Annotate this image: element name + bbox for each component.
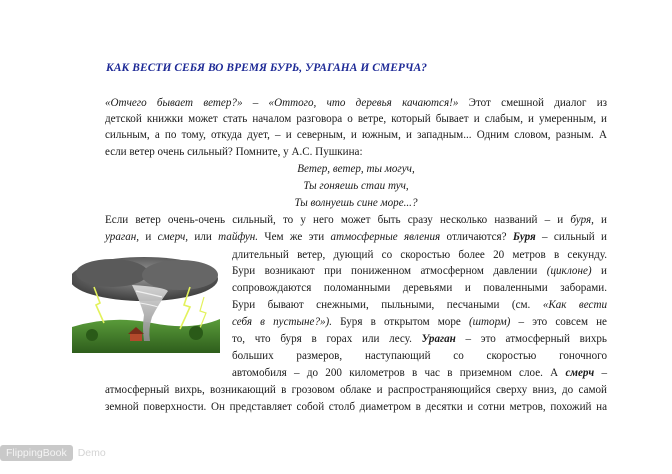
text-segment: Бури возникают при пониженном атмосферном давлении	[232, 265, 547, 277]
paragraph-line	[105, 401, 607, 414]
text-segment: Буря в открытом море	[332, 316, 469, 328]
text-segment: Бури бывают снежными, пыльными, песчаными (см.	[232, 299, 543, 311]
watermark-brand: FlippingBook	[0, 445, 73, 461]
poem-line	[105, 163, 607, 176]
text-segment: больших размеров, наступающий со скоростью гоночного	[232, 350, 607, 362]
italic-text: Ты волнуешь сине море...?	[294, 197, 418, 209]
italic-text: ураган,	[105, 231, 140, 243]
paragraph-line	[232, 299, 607, 312]
term-emphasis: смерч	[565, 367, 595, 379]
italic-text: (циклоне)	[546, 265, 592, 277]
text-segment: то, что буря в горах или лесу.	[232, 333, 422, 345]
text-segment: если ветер очень сильный? Помните, у А.С. Пушкина:	[105, 146, 363, 158]
italic-text: «Оттого, что деревья качаются!»	[268, 97, 459, 109]
italic-text: атмосферные явления	[330, 231, 441, 243]
text-segment: и	[593, 214, 607, 226]
text-segment: Если ветер очень-очень сильный, то у него может быть сразу несколько названий – и	[105, 214, 571, 226]
paragraph-line	[105, 384, 607, 397]
italic-text: «Как вести	[542, 299, 608, 311]
text-segment: детской книжки может стать началом разговора о ветре, который бывает и слабым, и умеренным, и	[105, 113, 607, 125]
watermark-demo: Demo	[77, 447, 106, 459]
paragraph-line	[232, 350, 607, 363]
paragraph-line	[232, 249, 607, 262]
text-segment: Чем же эти	[258, 231, 331, 243]
paragraph-line	[105, 97, 607, 110]
tornado-illustration	[72, 257, 220, 353]
paragraph-line	[232, 265, 607, 278]
document-title: КАК ВЕСТИ СЕБЯ ВО ВРЕМЯ БУРЬ, УРАГАНА И СМЕРЧА?	[106, 62, 428, 74]
text-segment: земной поверхности. Он представляет собой столб диаметром в десятки и сотни метров, похожий на	[105, 401, 607, 413]
text-segment: Этот смешной диалог из	[458, 97, 608, 109]
poem-line	[105, 197, 607, 210]
text-segment: – это атмосферный вихрь	[455, 333, 607, 345]
italic-text: Ты гоняешь стаи туч,	[303, 180, 409, 192]
text-segment: сопровождаются поломанными деревьями и поваленными заборами.	[232, 282, 607, 294]
text-segment: атмосферный вихрь, возникающий в грозовом облаке и распространяющийся сверху вниз, до самой	[105, 384, 607, 396]
paragraph-line	[105, 214, 607, 227]
paragraph-line	[232, 316, 607, 329]
paragraph-line	[232, 367, 607, 380]
paragraph-line	[232, 282, 607, 295]
paragraph-line	[105, 113, 607, 126]
italic-text: Ветер, ветер, ты могуч,	[297, 163, 415, 175]
text-segment: длительный ветер, дующий со скоростью более 20 метров в секунду.	[232, 249, 607, 261]
text-segment: – это совсем не	[510, 316, 607, 328]
paragraph-line	[105, 129, 607, 142]
italic-text: буря,	[570, 214, 594, 226]
italic-text: тайфун.	[218, 231, 259, 243]
poem-line	[105, 180, 607, 193]
flippingbook-watermark	[0, 444, 106, 462]
text-segment: или	[188, 231, 219, 243]
paragraph-line	[232, 333, 607, 346]
text-segment: –	[242, 97, 269, 109]
text-segment: и	[591, 265, 607, 277]
text-segment: – сильный и	[535, 231, 607, 243]
term-emphasis: Ураган	[421, 333, 456, 345]
italic-text: себя в пустыне?»).	[232, 316, 333, 328]
text-segment: автомобиля – до 200 километров в час в приземном слое. А	[232, 367, 566, 379]
text-segment: сильным, а по тому, откуда дует, – и северным, и южным, и западным... Одним словом, разным. А	[105, 129, 607, 141]
text-segment: –	[594, 367, 607, 379]
term-emphasis: Буря	[512, 231, 536, 243]
italic-text: (шторм)	[468, 316, 511, 328]
text-segment: отличаются?	[440, 231, 513, 243]
italic-text: смерч,	[157, 231, 189, 243]
paragraph-line	[105, 146, 363, 159]
paragraph-line	[105, 231, 607, 244]
italic-text: «Отчего бывает ветер?»	[105, 97, 243, 109]
text-segment: и	[139, 231, 158, 243]
